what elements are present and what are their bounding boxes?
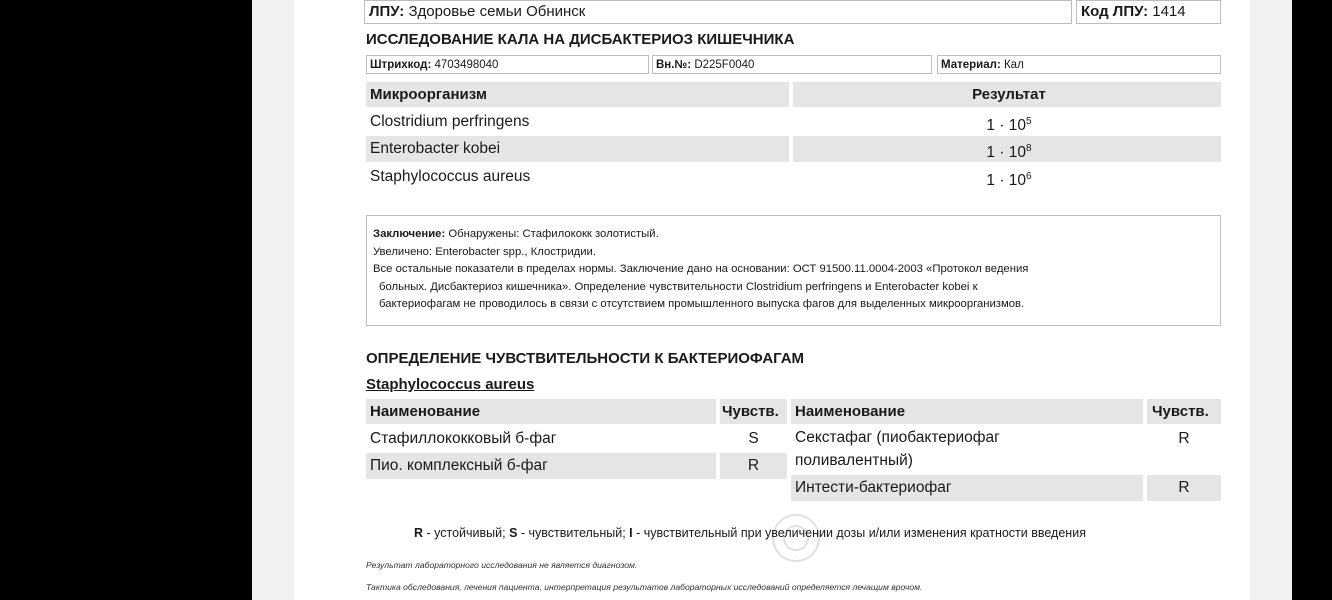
phage-col-name-right: Наименование	[791, 399, 1143, 424]
conclusion-line4: больных. Дисбактериоз кишечника». Определение чувствительности Clostridium perfringens и Enterobacter kobei к	[379, 280, 978, 293]
viewer-edge-right	[1292, 0, 1332, 600]
legend-s-text: - чувствительный;	[517, 526, 630, 540]
phage-right-name	[791, 426, 1143, 474]
study-title: ИССЛЕДОВАНИЕ КАЛА НА ДИСБАКТЕРИОЗ КИШЕЧНИКА	[366, 31, 795, 48]
inner-number-field	[652, 55, 932, 74]
viewer-gutter-right	[1250, 0, 1292, 600]
phage-right-name-line2: поливалентный)	[795, 452, 913, 469]
result-row-organism: Staphylococcus aureus	[370, 168, 531, 185]
col-header-organism: Микроорганизм	[366, 82, 789, 107]
lpu-code-field	[1076, 0, 1221, 24]
phage-col-sens-right: Чувств.	[1147, 399, 1221, 424]
legend-r-key: R	[414, 526, 424, 540]
conclusion-line3: Все остальные показатели в пределах нормы. Заключение дано на основании: ОСТ 91500.11.0004-2003 «Протокол ведения	[373, 263, 1029, 275]
conclusion-line5: бактериофагам не проводилось в связи с отсутствием промышленного выпуска фагов для выделенных микроорганизмов.	[379, 298, 1025, 310]
material-value: Кал	[1003, 59, 1024, 71]
col-header-result: Результат	[793, 82, 1221, 107]
lpu-label: ЛПУ:	[369, 3, 405, 20]
phage-right-sens: R	[1178, 430, 1190, 447]
barcode-label: Штрихкод:	[370, 59, 432, 71]
document-page	[294, 0, 1250, 600]
phage-organism-title: Staphylococcus aureus	[366, 376, 535, 393]
result-row-value	[793, 109, 1221, 135]
conclusion-line1	[373, 226, 1214, 244]
result-value-exponent: 5	[1026, 116, 1032, 127]
legend-i-text: - чувствительный при увеличении дозы и/или изменения кратности введения	[632, 526, 1086, 540]
lpu-field	[364, 0, 1072, 24]
lpu-value: Здоровье семьи Обнинск	[408, 3, 586, 20]
phage-section-title: ОПРЕДЕЛЕНИЕ ЧУВСТВИТЕЛЬНОСТИ К БАКТЕРИОФАГАМ	[366, 350, 805, 367]
lpu-code-label: Код ЛПУ:	[1081, 3, 1149, 20]
barcode-field	[366, 55, 649, 74]
material-field	[937, 55, 1221, 74]
legend-r-text: - устойчивый;	[423, 526, 510, 540]
barcode-value: 4703498040	[434, 59, 499, 71]
conclusion-line2: Увеличено: Enterobacter spp., Клостридии.	[373, 245, 596, 258]
disclaimer-note-2: Тактика обследования, лечения пациента, интерпретация результатов лабораторных исследований определяется лечащим врочом.	[366, 582, 923, 592]
result-value-base: 1 · 10	[986, 144, 1027, 162]
phage-col-sens-left: Чувств.	[720, 399, 787, 424]
result-row-organism: Clostridium perfringens	[370, 113, 530, 130]
phage-left-name: Стафиллококковый б-фаг	[370, 430, 557, 447]
result-row-organism: Enterobacter kobei	[366, 136, 789, 162]
material-label: Материал:	[941, 59, 1001, 71]
phage-col-name-left: Наименование	[366, 399, 716, 424]
result-row-value	[793, 136, 1221, 162]
conclusion-found: Обнаружены: Стафилококк золотистый.	[448, 228, 659, 240]
legend-s-key: S	[509, 526, 518, 540]
phage-left-sens: S	[748, 430, 759, 447]
legend-i-key: I	[629, 526, 633, 540]
phage-left-sens: R	[720, 453, 787, 479]
phage-left-name: Пио. комплексный б-фаг	[366, 453, 716, 479]
conclusion-label: Заключение:	[373, 228, 446, 240]
phage-right-sens: R	[1147, 475, 1221, 501]
result-value-exponent: 8	[1026, 143, 1032, 154]
result-row-value	[793, 164, 1221, 190]
viewer-gutter-left	[252, 0, 294, 600]
phage-right-name-line1: Секстафаг (пиобактериофаг	[795, 429, 1000, 446]
inner-number-label: Вн.№:	[656, 59, 692, 71]
lpu-code-value: 1414	[1152, 3, 1186, 20]
inner-number-value: D225F0040	[694, 59, 755, 71]
result-value-exponent: 6	[1026, 171, 1032, 182]
disclaimer-note-1: Результат лабораторного исследования не является диагнозом.	[366, 560, 638, 570]
result-value-base: 1 · 10	[986, 172, 1027, 190]
phage-right-name: Интести-бактериофаг	[791, 475, 1143, 501]
sensitivity-legend	[414, 526, 1086, 540]
conclusion-box	[366, 215, 1221, 326]
result-value-base: 1 · 10	[986, 117, 1027, 135]
